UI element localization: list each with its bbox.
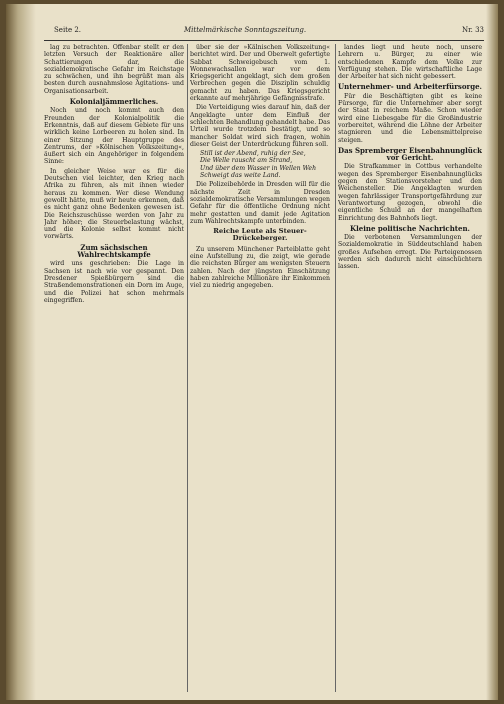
column-2 — [190, 44, 330, 692]
issue-number: Nr. 33 — [461, 26, 484, 34]
paragraph: In gleicher Weise war es für die Deutschen viel leichter, den Krieg nach Afrika zu führen, als mit ihnen wieder heraus zu kommen. Wer diese Wendung gewollt hätte, muß wir heute erkennen, daß es nicht ganz ohne Bedenken gewesen ist. Die Reichszuschüsse werden von Jahr zu Jahr höher; die Steuerbelastung wächst, und die Kolonie selbst kommt nicht vorwärts. — [44, 167, 184, 241]
paragraph: lag zu betrachten. Offenbar stellt er den letzten Versuch der Reaktionäre aller Schattierungen dar, die sozialdemokratische Gefahr im Reichstage zu schwächen, und ihn begrüßt man als besten durch ausnahmslose Agitations- und Organisationsarbeit. — [44, 44, 184, 95]
column-1 — [44, 44, 184, 692]
paragraph: Noch und noch kommt auch den Freunden der Kolonialpolitik die Erkenntnis, daß auf diesem Gebiete für uns wirklich keine Lorbeeren zu holen sind. In einer Sitzung der Hauptgruppe des Zentrums, der »Kölnischen Volkszeitung«, äußert sich ein Angehöriger in folgendem Sinne: — [44, 107, 184, 166]
paragraph: landes liegt und heute noch, unsere Lehrern u. Bürger, zu einer wie entschiedenen Kampfe dem Volke zur Verfügung stehen. Die wirtschaftliche Lage der Arbeiter hat sich nicht gebessert. — [338, 44, 482, 81]
running-header — [44, 24, 484, 41]
paragraph: Die Polizeibehörde in Dresden will für die nächste Zeit in Dresden sozialdemokratische Versammlungen wegen Gefahr für die öffentliche Ordnung nicht mehr gestatten und damit jede Agitation zum Wahlrechtskampfe unterbinden. — [190, 181, 330, 225]
article-heading: Reiche Leute als Steuer-Drückeberger. — [213, 227, 307, 243]
page-edge — [486, 4, 498, 700]
poem: Still ist der Abend, ruhig der See, Die Welle rauscht am Strand, Und über dem Wasser in Wellen Weh Schweigt das weite Land. — [200, 150, 317, 180]
article-heading: Kolonialjämmerliches. — [69, 97, 159, 107]
column-rule — [335, 44, 336, 692]
newspaper-title: Mittelmärkische Sonntagszeitung. — [184, 26, 307, 34]
column-rule — [187, 44, 188, 692]
paragraph: Für die Beschäftigten gibt es keine Fürsorge, für die Unternehmer aber sorgt der Staat in reichem Maße. Schon wieder wird eine Liebesgabe für die Großindustrie vorbereitet, während die Löhne der Arbeiter stagnieren und die Lebensmittelpreise steigen. — [338, 92, 482, 144]
book-spine-shadow — [6, 4, 36, 700]
page-number: Seite 2. — [54, 26, 82, 34]
paragraph: Die verbotenen Versammlungen der Sozialdemokratie in Süddeutschland haben großes Aufsehen erregt. Die Parteigenossen werden sich dadurch nicht einschüchtern lassen. — [338, 234, 482, 271]
paragraph: Die Strafkammer in Cottbus verhandelte wegen des Spremberger Eisenbahnunglücks gegen den Stationsvorsteher und den Weichensteller. Die Angeklagten wurden wegen fahrlässiger Transportgefährdung zur Verantwortung gezogen, obwohl die eigentliche Schuld an der mangelhaften Einrichtung des Bahnhofs liegt. — [338, 163, 482, 222]
paragraph: Die Verteidigung wies darauf hin, daß der Angeklagte unter dem Einfluß der schlechten Behandlung gehandelt habe. Das Urteil wurde trotzdem bestätigt, und so mancher Soldat wird sich fragen, wohin dieser Geist der Unterdrückung führen soll. — [190, 104, 330, 148]
paragraph: wird uns geschrieben: Die Lage in Sachsen ist nach wie vor gespannt. Den Dresdener Spießbürgern sind die Straßendemonstrationen ein Dorn im Auge, und die Polizei hat schon mehrmals eingegriffen. — [44, 260, 184, 304]
paragraph: Zu unserem Münchener Parteiblatte geht eine Aufstellung zu, die zeigt, wie gerade die reichsten Bürger am wenigsten Steuern zahlen. Nach der jüngsten Einschätzung haben zahlreiche Millionäre ihr Einkommen viel zu niedrig angegeben. — [190, 245, 330, 290]
article-heading: Das Spremberger Eisenbahnunglück vor Gericht. — [338, 145, 482, 163]
newspaper-page — [6, 4, 498, 700]
article-heading: Kleine politische Nachrichten. — [350, 223, 470, 233]
article-heading: Zum sächsischen Wahlrechtskampfe — [77, 242, 151, 260]
column-3 — [338, 44, 482, 692]
paragraph: über sie der »Kälnischen Volkszeitung« berichtet wird. Der und Oberwelt gefertigte Sabbat Schweigebusch vom 1. Wonnewachsallen war vor dem Kriegsgericht angeklagt, sich dem großen Verbrechen gegen die Disziplin schuldig gemacht zu haben. Das Kriegsgericht erkannte auf mehrjährige Gefängnisstrafe. — [190, 44, 330, 103]
article-heading: Unternehmer- und Arbeiterfürsorge. — [338, 82, 482, 92]
